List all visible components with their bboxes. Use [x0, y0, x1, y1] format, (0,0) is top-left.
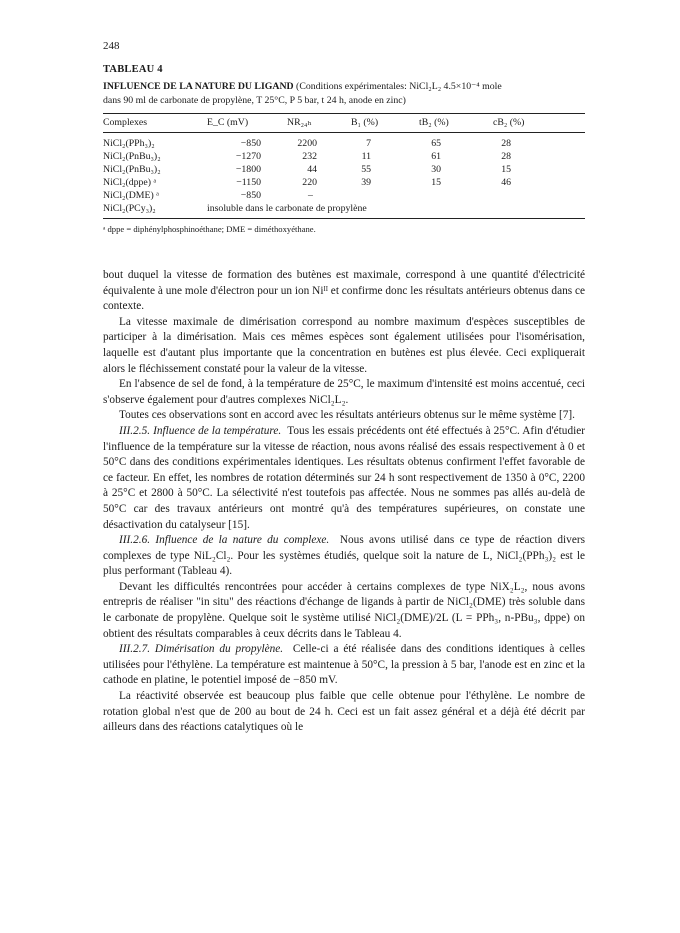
table-cell-ec: −850: [240, 138, 261, 149]
paragraph: [103, 315, 585, 377]
section-heading: III.2.5. Influence de la température.: [119, 424, 282, 437]
table-cell-note: insoluble dans le carbonate de propylène: [207, 203, 367, 214]
paragraph: [103, 642, 585, 689]
table-cell-cb2: 28: [501, 151, 511, 162]
table-header-cell: E_C (mV): [207, 117, 249, 128]
table-cell-nr: 2200: [297, 138, 317, 149]
table-cell-complex: NiCl₂(PPh₃)₂: [103, 138, 155, 149]
table-cell-cb2: 15: [501, 164, 511, 175]
paragraph-text: En l'absence de sel de fond, à la température de 25°C, le maximum d'intensité est moins accentué, ceci s'observe également pour d'autres complexes NiCl₂L₂.: [103, 378, 585, 406]
table-header-cell: NR₂₄ₕ: [287, 117, 312, 128]
table-conditions-line-2: dans 90 ml de carbonate de propylène, T 25°C, P 5 bar, t 24 h, anode en zinc): [103, 94, 406, 106]
table-header-cell: tB₂ (%): [419, 117, 449, 128]
paragraph-text: Celle-ci a été réalisée dans des conditions identiques à celles utilisées pour l'éthylène. La température est maintenue à 50°C, la pression à 5 bar, l'anode est en zinc et la cathode en platine, le potentiel imposé de −850 mV.: [103, 643, 585, 687]
table-cell-tb2: 15: [431, 177, 441, 188]
paragraph-text: Devant les difficultés rencontrées pour accéder à certains complexes de type NiX₂L₂, nous avons entrepris de réaliser "in situ" des réactions d'échange de ligands à partir de NiCl₂(DME) très soluble dans le carbonate de propylène. Quelque soit le système utilisé NiCl₂(DME)/2L (L = PPh₃, n-PBu₃, dppe) on obtient des résultats comparables à ceux décrits dans le Tableau 4.: [103, 580, 585, 640]
paragraph-text: Nous avons utilisé dans ce type de réaction divers complexes de type NiL₂Cl₂. Pour les systèmes étudiés, quelque soit la nature de L, NiCl₂(PPh₃)₂ est le plus performant (Tableau 4).: [103, 534, 586, 578]
paragraph: [103, 268, 585, 315]
table-header-cell: cB₂ (%): [493, 117, 525, 128]
table-cell-b1: 55: [361, 164, 371, 175]
page-number: 248: [103, 40, 120, 52]
table-cell-complex: NiCl₂(DME) ᵃ: [103, 190, 159, 201]
table-cell-b1: 39: [361, 177, 371, 188]
paragraph: [103, 533, 585, 580]
table-cell-ec: −1150: [236, 177, 261, 188]
table-caption: [103, 80, 585, 107]
table-footnote: ᵃ dppe = diphénylphosphinoéthane; DME = diméthoxyéthane.: [103, 224, 316, 234]
table-bottom-rule: [103, 218, 585, 219]
paragraph: [103, 424, 585, 533]
table-cell-ec: −850: [240, 190, 261, 201]
table-conditions-line-1: (Conditions expérimentales: NiCl₂L₂ 4.5×10⁻⁴ mole: [293, 81, 502, 92]
table-cell-complex: NiCl₂(dppe) ᵃ: [103, 177, 157, 188]
table-cell-tb2: 30: [431, 164, 441, 175]
paragraph-text: bout duquel la vitesse de formation des butènes est maximale, correspond à une quantité d'électricité équivalente à une mole d'électron pour un ion Niᴵᴵ et confirme donc les résultats antérieurs obtenus dans ce contexte.: [103, 269, 585, 313]
table-cell-ec: −1800: [235, 164, 261, 175]
table-cell-b1: 11: [361, 151, 371, 162]
table-cell-cb2: 28: [501, 138, 511, 149]
table-cell-nr: 232: [302, 151, 317, 162]
table-cell-tb2: 61: [431, 151, 441, 162]
table-cell-complex: NiCl₂(PnBu₃)₂: [103, 151, 161, 162]
paragraph-text: La réactivité observée est beaucoup plus faible que celle obtenue pour l'éthylène. Le nombre de rotation global n'est que de 200 au bout de 24 h. Ceci est un fait assez général et a déjà été décrit par ailleurs dans des réactions catalytiques où le: [103, 690, 585, 734]
table-cell-tb2: 65: [431, 138, 441, 149]
table-header-cell: Complexes: [103, 117, 148, 128]
paragraph: [103, 689, 585, 736]
table-label: TABLEAU 4: [103, 64, 163, 75]
paragraph-text: La vitesse maximale de dimérisation correspond au nombre maximum d'espèces susceptibles de participer à la dimérisation. Mais ces mêmes espèces sont également utilisées pour l'isomérisation, laquelle est d'autant plus importante que la concentration en butènes est plus élevée. Ceci expliquerait alors le fléchissement constaté pour la valeur de la vitesse.: [103, 315, 585, 375]
table-cell-b1: 7: [366, 138, 371, 149]
table-header-cell: B₁ (%): [351, 117, 379, 128]
paragraph: [103, 377, 585, 408]
table-cell-nr: 220: [302, 177, 317, 188]
table-cell-complex: NiCl₂(PnBu₃)₂: [103, 164, 161, 175]
table-cell-complex: NiCl₂(PCy₃)₂: [103, 203, 156, 214]
table-header-rule: [103, 132, 585, 133]
table-cell-ec: −1270: [235, 151, 261, 162]
table-cell-nr: 44: [307, 164, 317, 175]
paragraph-text: Toutes ces observations sont en accord avec les résultats antérieurs obtenus sur le même système [7].: [119, 409, 575, 422]
paragraph: [103, 580, 585, 642]
paragraph-text: Tous les essais précédents ont été effectués à 25°C. Afin d'étudier l'influence de la température sur la vitesse de réaction, nous avons réalisé des essais respectivement à 0 et 50°C dans des conditions expérimentales identiques. Les résultats obtenus confirment l'effet favorable de ce facteur. En effet, les nombres de rotation déterminés sur 24 h sont respectivement de 1350 à 0°C, 2200 à 25°C et 2800 à 50°C. La sélectivité n'est toutefois pas affectée. Nous ne sommes pas allés au-delà de 50°C car des travaux antérieurs ont montré qu'à des températures supérieures, on constate une désactivation du catalyseur [15].: [103, 424, 586, 531]
table-cell-cb2: 46: [501, 177, 511, 188]
table-cell-nr: –: [308, 190, 313, 201]
paragraph: [103, 408, 585, 424]
body-text: [103, 268, 585, 736]
section-heading: III.2.6. Influence de la nature du complexe.: [119, 534, 330, 547]
table-top-rule: [103, 113, 585, 114]
table-title: INFLUENCE DE LA NATURE DU LIGAND: [103, 81, 294, 92]
section-heading: III.2.7. Dimérisation du propylène.: [119, 643, 284, 656]
